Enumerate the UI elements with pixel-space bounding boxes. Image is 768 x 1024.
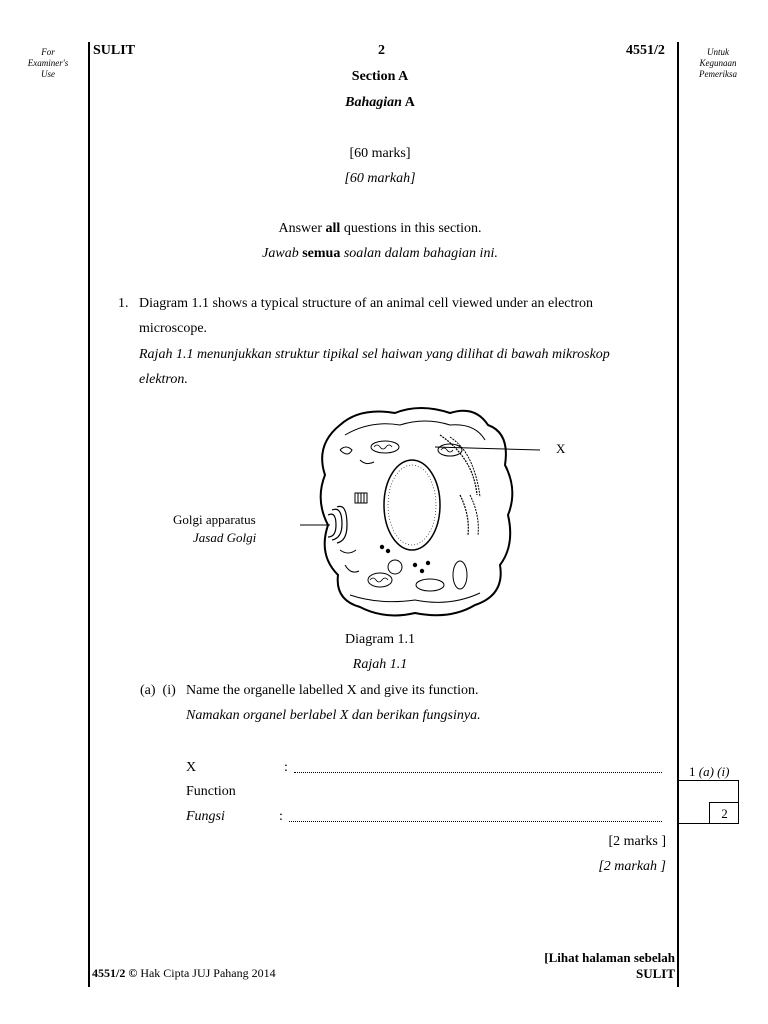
instruction-text: soalan dalam bahagian ini. <box>340 246 498 261</box>
question-text-ms-2: elektron. <box>139 372 188 387</box>
section-title-ms-letter: A <box>404 95 415 110</box>
question-text-ms-1: Rajah 1.1 menunjukkan struktur tipikal sel haiwan yang dilihat di bawah mikroskop <box>139 347 610 362</box>
label-golgi-ms: Jasad Golgi <box>193 530 257 545</box>
part-a-label: (a) (i) <box>140 683 176 698</box>
function-label-ms: Fungsi <box>186 809 225 824</box>
note-line: Kegunaan <box>699 58 737 68</box>
footer-next-page: [Lihat halaman sebelah <box>544 950 675 965</box>
copyright-text: Hak Cipta JUJ Pahang 2014 <box>140 966 276 980</box>
score-box-number: 1 <box>689 764 696 779</box>
part-a-text-ms: Namakan organel berlabel X dan berikan fungsinya. <box>186 708 481 723</box>
marks-label: [2 marks ] <box>608 834 666 849</box>
note-line: For <box>41 47 55 57</box>
footer-copyright <box>92 966 276 981</box>
right-margin-rule <box>677 42 679 987</box>
instruction-text: questions in this section. <box>340 221 482 236</box>
note-line: Pemeriksa <box>699 69 737 79</box>
copyright-symbol: © <box>128 966 138 980</box>
animal-cell-diagram <box>300 395 550 625</box>
function-answer-field[interactable] <box>289 821 662 822</box>
left-margin-rule <box>88 42 90 987</box>
footer-code: 4551/2 <box>92 966 126 980</box>
question-text-en-2: microscope. <box>139 321 208 336</box>
diagram-caption: Diagram 1.1 <box>345 632 415 647</box>
note-line: Untuk <box>707 47 729 57</box>
score-box-part: (a) (i) <box>698 764 730 779</box>
instruction-bold: semua <box>302 246 341 261</box>
section-title: Section A <box>351 69 409 84</box>
instruction-text: Answer <box>278 221 326 236</box>
note-line: Examiner's <box>27 58 69 68</box>
diagram-caption-ms: Rajah 1.1 <box>352 657 408 672</box>
instruction-text: Jawab <box>262 246 303 261</box>
note-line: Use <box>41 69 55 79</box>
function-label-en: Function <box>186 784 236 799</box>
label-x: X <box>556 441 566 456</box>
question-number: 1. <box>118 296 129 311</box>
part-a-text-en: Name the organelle labelled X and give its function. <box>186 683 479 698</box>
score-box-label <box>689 764 729 780</box>
answer-x-colon: : <box>284 760 288 775</box>
answer-x-label: X <box>186 760 197 775</box>
header-sulit: SULIT <box>93 43 136 58</box>
page-number: 2 <box>378 43 385 58</box>
max-marks-box: 2 <box>709 802 739 824</box>
label-golgi-en: Golgi apparatus <box>173 512 256 527</box>
function-colon: : <box>279 809 283 824</box>
section-title-ms <box>280 95 480 111</box>
pemeriksa-note <box>690 47 746 80</box>
question-text-en-1: Diagram 1.1 shows a typical structure of an animal cell viewed under an electron <box>139 296 594 311</box>
examiner-use-note <box>22 47 74 80</box>
footer-sulit: SULIT <box>635 966 675 981</box>
section-marks-ms: [60 markah] <box>344 171 416 186</box>
instruction-ms <box>180 246 580 262</box>
paper-code: 4551/2 <box>626 43 665 58</box>
answer-x-field[interactable] <box>294 772 662 773</box>
instruction-bold: all <box>325 221 341 236</box>
instruction-en <box>180 221 580 237</box>
section-marks: [60 marks] <box>349 146 411 161</box>
section-title-ms-word: Bahagian <box>345 95 402 110</box>
marks-label-ms: [2 markah ] <box>598 859 666 874</box>
